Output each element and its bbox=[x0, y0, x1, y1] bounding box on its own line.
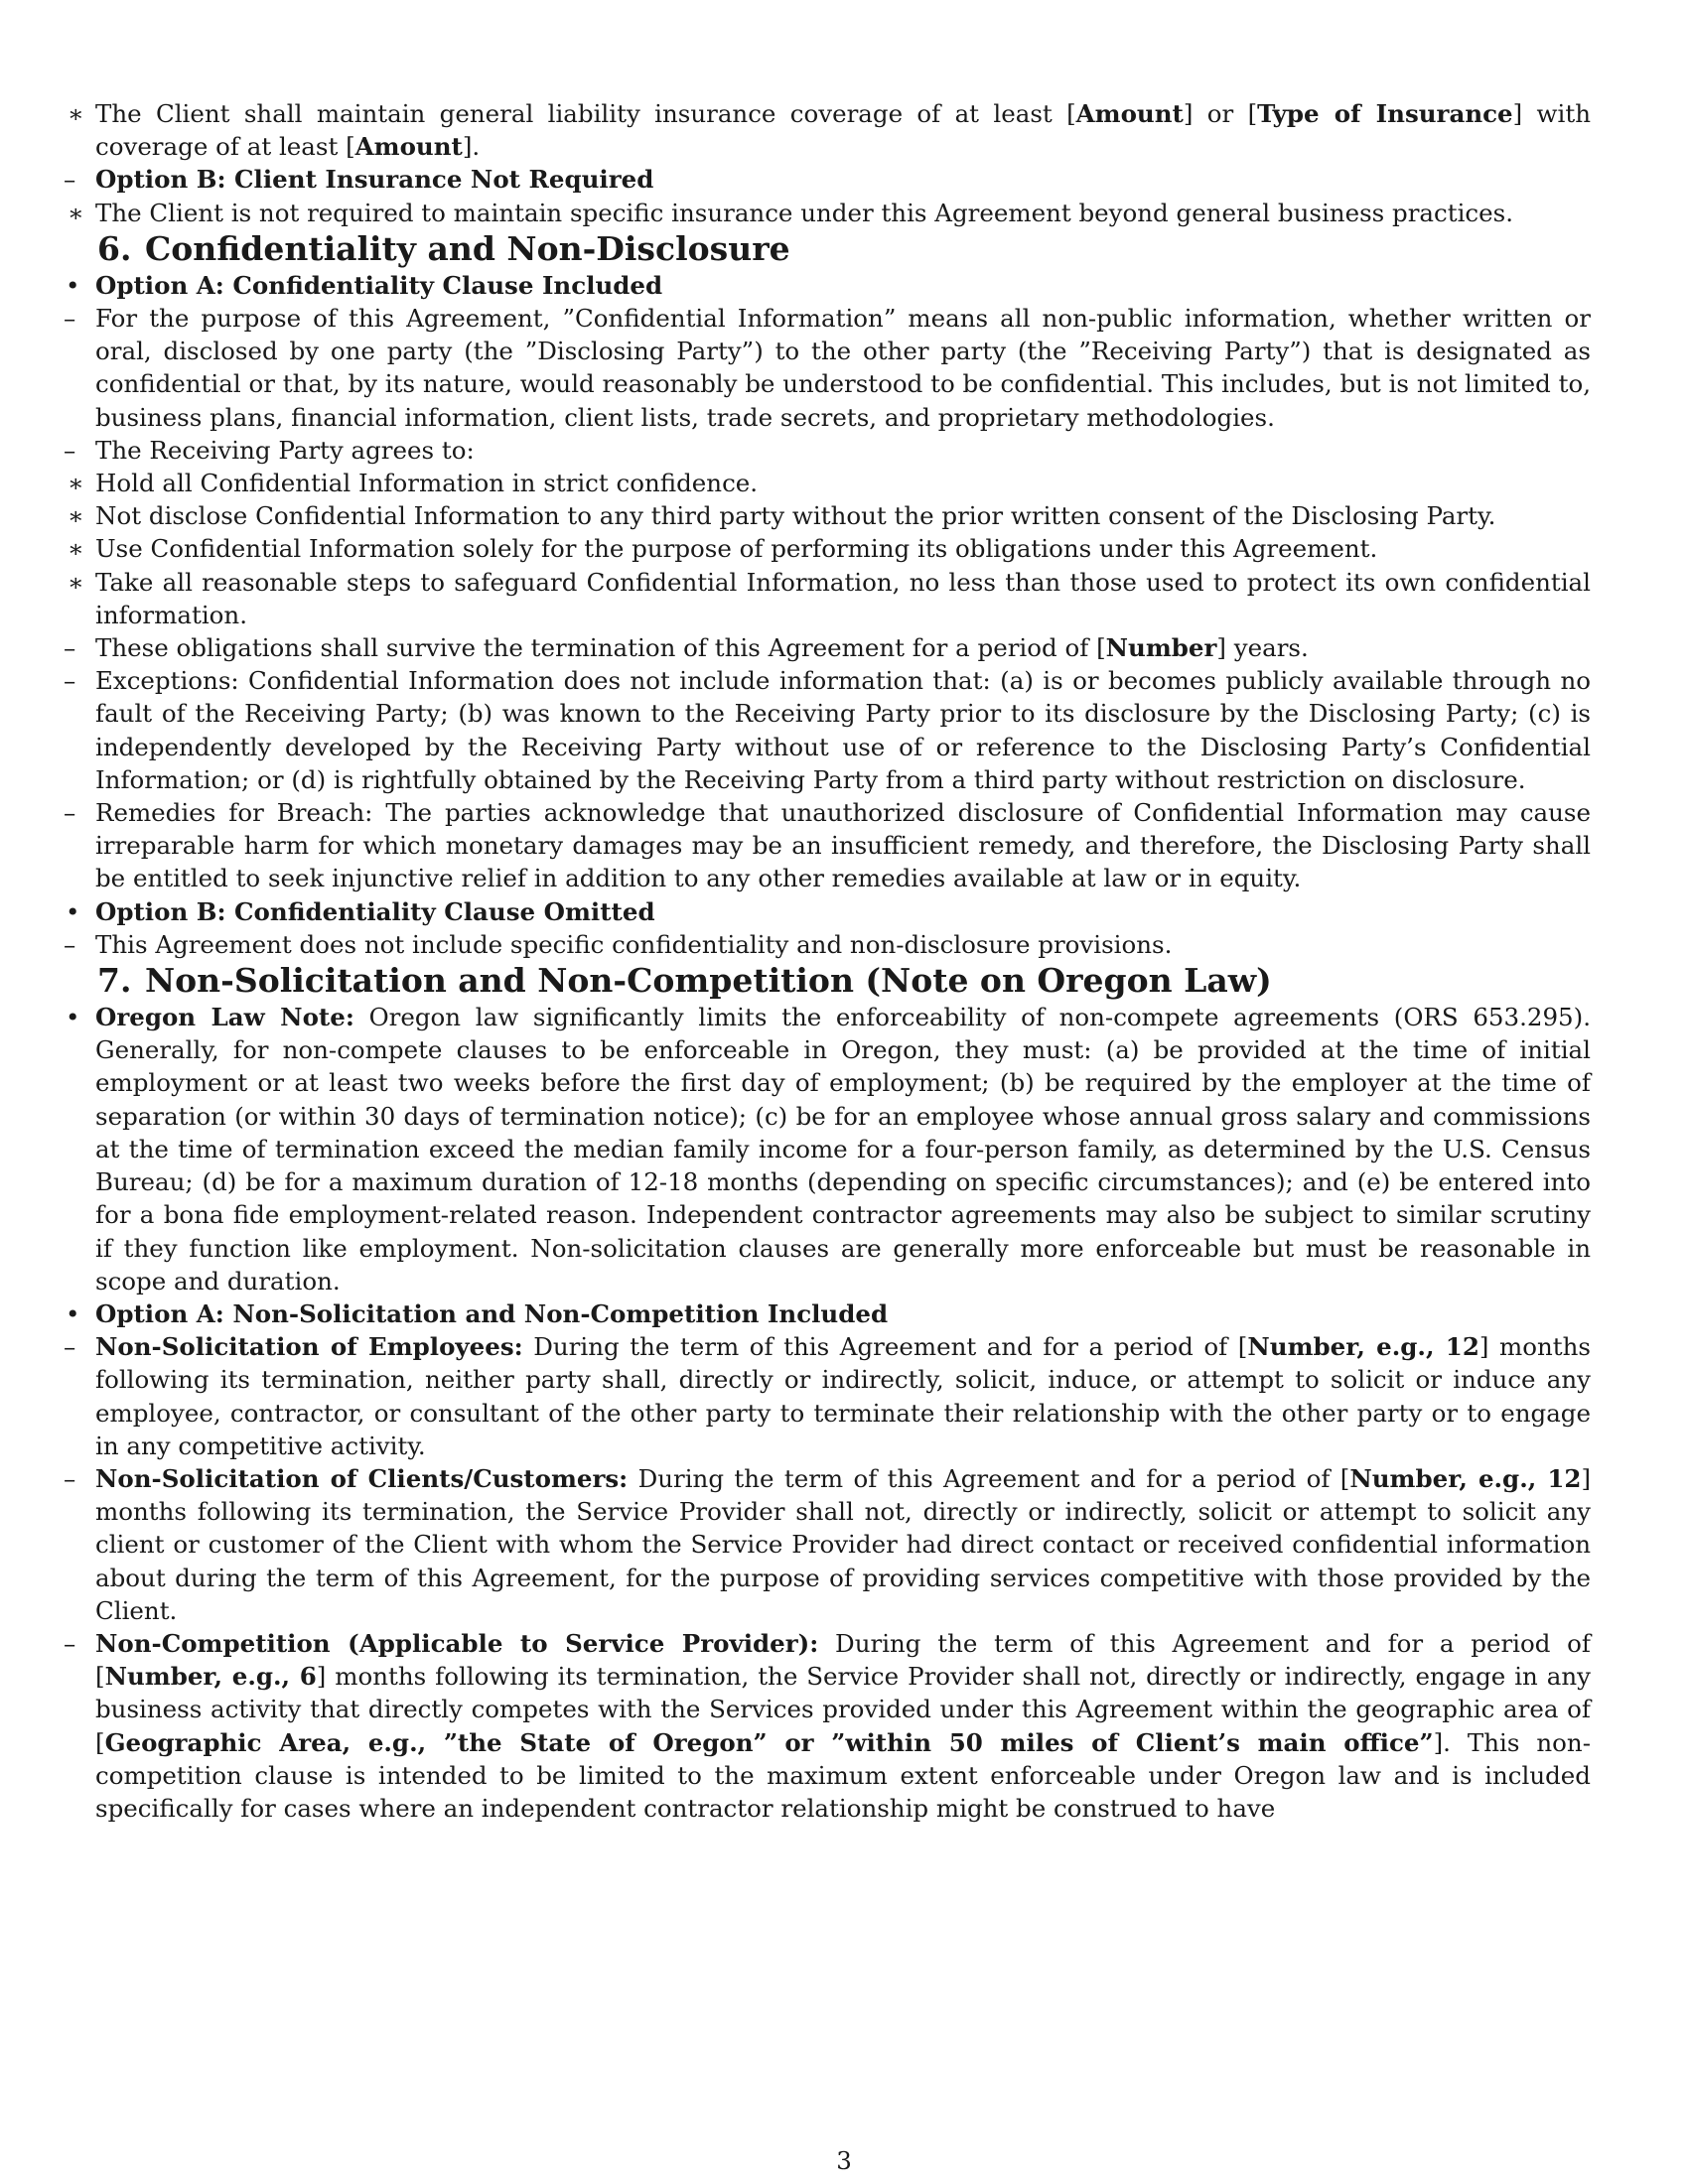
bullet-dash: – bbox=[64, 633, 76, 663]
section-6-heading: 6. Confidentiality and Non-Disclosure bbox=[97, 228, 790, 268]
bullet-asterisk: ∗ bbox=[68, 99, 84, 128]
bullet-dash: – bbox=[64, 304, 76, 334]
bullet-asterisk: ∗ bbox=[68, 567, 84, 597]
bullet-dot: • bbox=[66, 1003, 80, 1032]
sec7-employees-clause: – Non-Solicitation of Employees: During the term of this Agreement and for a period of [Number, e.g., 12] months following its termination, neither party shall, directly or indirectly, solicit, induce, or attempt to solicit or induce any employee, contractor, or consultant of the other party to terminate their relationship with the other party or to engage in any competitive activity. bbox=[64, 1332, 1591, 1460]
bullet-asterisk: ∗ bbox=[68, 534, 84, 564]
bullet-dash: – bbox=[64, 666, 76, 696]
sec6-survival: – These obligations shall survive the termination of this Agreement for a period of [Number] years. bbox=[95, 631, 1591, 664]
bullet-asterisk: ∗ bbox=[68, 501, 84, 531]
bullet-dot: • bbox=[66, 270, 80, 300]
sec6-remedies: – Remedies for Breach: The parties acknowledge that unauthorized disclosure of Confidential Information may cause irreparable harm for which monetary damages may be an insufficient remedy, and therefore, the Disclosing Party shall be entitled to seek injunctive relief in addition to any other remedies available at law or in equity. bbox=[64, 798, 1591, 893]
sec7-option-a-title: • Option A: Non-Solicitation and Non-Competition Included bbox=[95, 1297, 1591, 1330]
sec6-option-a-title: • Option A: Confidentiality Clause Included bbox=[95, 269, 1591, 302]
bullet-dash: – bbox=[64, 798, 76, 828]
bullet-dash: – bbox=[64, 1332, 76, 1362]
page-number: 3 bbox=[836, 2146, 852, 2175]
sec6-option-b-title: • Option B: Confidentiality Clause Omitted bbox=[95, 895, 1591, 928]
sec5-option-b-title: – Option B: Client Insurance Not Required bbox=[95, 163, 1591, 196]
sec5-option-b-item: ∗ The Client is not required to maintain specific insurance under this Agreement beyond general business practices. bbox=[95, 197, 1591, 229]
sec6-obligation-item: ∗ Hold all Confidential Information in strict confidence. bbox=[95, 467, 1591, 499]
page-content bbox=[64, 97, 1592, 1825]
bullet-dot: • bbox=[66, 896, 80, 926]
sec6-obligation-item: ∗ Not disclose Confidential Information to any third party without the prior written consent of the Disclosing Party. bbox=[95, 499, 1591, 532]
bullet-dash: – bbox=[64, 1463, 76, 1493]
sec7-noncompete-clause: – Non-Competition (Applicable to Service Provider): During the term of this Agreement and for a period of [Number, e.g., 6] months following its termination, the Service Provider shall not, directly or indirectly, engage in any business activity that directly competes with the Services provided under this Agreement within the geographic area of [Geographic Area, e.g., ”the State of Oregon” or ”within 50 miles of Client’s main office”]. This non-competition clause is intended to be limited to the maximum extent enforceable under Oregon law and is included specifically for cases where an independent contractor relationship might be construed to have bbox=[64, 1628, 1592, 1823]
sec6-obligation-item: ∗ Take all reasonable steps to safeguard Confidential Information, no less than those used to protect its own confidential information. bbox=[68, 567, 1591, 629]
section-7-heading: 7. Non-Solicitation and Non-Competition (Note on Oregon Law) bbox=[97, 961, 1272, 1001]
bullet-dash: – bbox=[64, 165, 76, 195]
bullet-asterisk: ∗ bbox=[68, 198, 84, 227]
bullet-dash: – bbox=[64, 1628, 76, 1658]
insurance-coverage-item: ∗ The Client shall maintain general liability insurance coverage of at least [Amount] or [Type of Insurance] with coverage of at least [Amount]. bbox=[68, 99, 1591, 162]
bullet-dash: – bbox=[64, 435, 76, 465]
bullet-dot: • bbox=[66, 1298, 80, 1328]
sec6-obligation-item: ∗ Use Confidential Information solely for the purpose of performing its obligations under this Agreement. bbox=[95, 532, 1591, 565]
sec7-oregon-note: • Oregon Law Note: Oregon law significantly limits the enforceability of non-compete agreements (ORS 653.295). Generally, for non-compete clauses to be enforceable in Oregon, they must: (a) be provided at the time of initial employment or at least two weeks before the first day of employment; (b) be required by the employer at the time of separation (or within 30 days of termination notice); (c) be for an employee whose annual gross salary and commissions at the time of termination exceed the median family income for a four-person family, as determined by the U.S. Census Bureau; (d) be for a maximum duration of 12-18 months (depending on specific circumstances); and (e) be entered into for a bona fide employment-related reason. Independent contractor agreements may also be subject to similar scrutiny if they function like employment. Non-solicitation clauses are generally more enforceable but must be reasonable in scope and duration. bbox=[66, 1003, 1591, 1296]
sec6-agrees: – The Receiving Party agrees to: bbox=[95, 434, 1591, 467]
sec7-clients-clause: – Non-Solicitation of Clients/Customers: During the term of this Agreement and for a period of [Number, e.g., 12] months following its termination, the Service Provider shall not, directly or indirectly, solicit or attempt to solicit any client or customer of the Client with whom the Service Provider had direct contact or received confidential information about during the term of this Agreement, for the purpose of providing services competitive with those provided by the Client. bbox=[64, 1463, 1591, 1625]
sec6-exceptions: – Exceptions: Confidential Information does not include information that: (a) is or becomes publicly available through no fault of the Receiving Party; (b) was known to the Receiving Party prior to its disclosure by the Disclosing Party; (c) is independently developed by the Receiving Party without use of or reference to the Disclosing Party’s Confidential Information; or (d) is rightfully obtained by the Receiving Party from a third party without restriction on disclosure. bbox=[64, 666, 1591, 794]
bullet-asterisk: ∗ bbox=[68, 469, 84, 498]
bullet-dash: – bbox=[64, 929, 76, 959]
sec6-option-b-item: – This Agreement does not include specific confidentiality and non-disclosure provisions. bbox=[95, 928, 1591, 961]
sec6-definition: – For the purpose of this Agreement, ”Confidential Information” means all non-public information, whether written or oral, disclosed by one party (the ”Disclosing Party”) to the other party (the ”Receiving Party”) that is designated as confidential or that, by its nature, would reasonably be understood to be confidential. This includes, but is not limited to, business plans, financial information, client lists, trade secrets, and proprietary methodologies. bbox=[64, 304, 1591, 432]
